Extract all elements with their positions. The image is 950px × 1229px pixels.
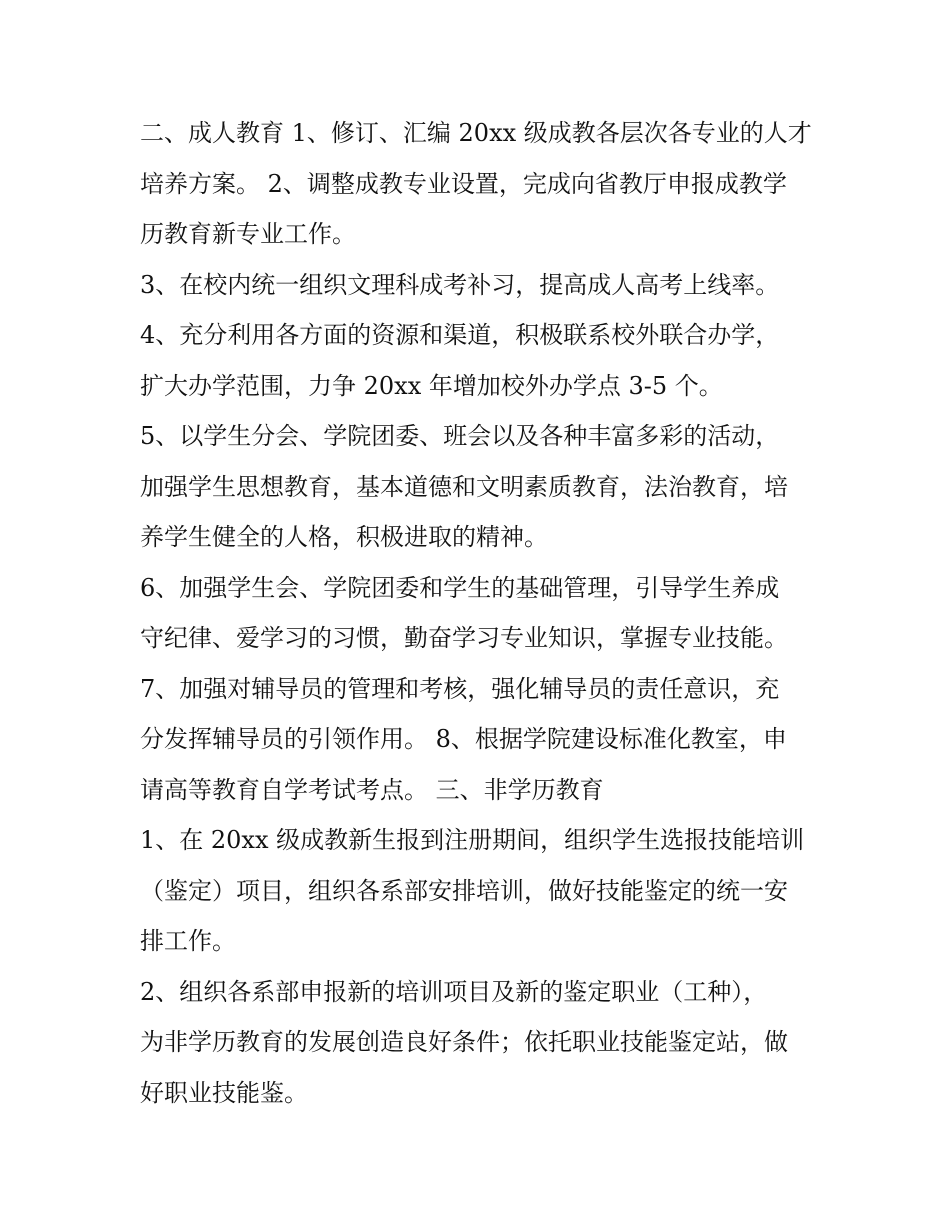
text-line: 6、加强学生会、学院团委和学生的基础管理，引导学生养成 [140, 573, 780, 602]
text-line: 好职业技能鉴。 [140, 1078, 308, 1107]
text-line: 分发挥辅导员的引领作用。 8、根据学院建设标准化教室，申 [140, 725, 787, 753]
text-line: 二、成人教育 1、修订、汇编 20xx 级成教各层次各专业的人才 [140, 119, 812, 147]
paragraph-item-7-8 [140, 664, 820, 816]
text-line: 1、在 20xx 级成教新生报到注册期间，组织学生选报技能培训 [140, 826, 805, 854]
text-line: 历教育新专业工作。 [140, 220, 356, 248]
text-line: 7、加强对辅导员的管理和考核，强化辅导员的责任意识，充 [140, 674, 780, 703]
paragraph-item-4 [140, 310, 820, 411]
text-line: 5、以学生分会、学院团委、班会以及各种丰富多彩的活动， [140, 422, 780, 450]
text-line: 扩大办学范围，力争 20xx 年增加校外办学点 3-5 个。 [140, 371, 723, 400]
text-line: 加强学生思想教育，基本道德和文明素质教育，法治教育，培 [140, 472, 788, 501]
text-line: 4、充分利用各方面的资源和渠道，积极联系校外联合办学， [140, 321, 780, 349]
paragraph-non-degree-2 [140, 967, 820, 1119]
paragraph-adult-education [140, 108, 820, 260]
text-line: 养学生健全的人格，积极进取的精神。 [140, 523, 548, 551]
text-line: 排工作。 [140, 927, 236, 955]
paragraph-item-5 [140, 411, 820, 563]
document-body [140, 108, 820, 1118]
paragraph-non-degree-1 [140, 815, 820, 967]
paragraph-item-3 [140, 260, 820, 311]
text-line: 2、组织各系部申报新的培训项目及新的鉴定职业（工种）， [140, 977, 768, 1006]
paragraph-item-6 [140, 563, 820, 664]
text-line: 请高等教育自学考试考点。 三、非学历教育 [140, 775, 604, 804]
text-line: 守纪律、爱学习的习惯，勤奋学习专业知识，掌握专业技能。 [140, 624, 788, 652]
text-line: 为非学历教育的发展创造良好条件；依托职业技能鉴定站，做 [140, 1028, 788, 1056]
text-line: 培养方案。 2、调整成教专业设置，完成向省教厅申报成教学 [140, 169, 787, 198]
text-line: （鉴定）项目，组织各系部安排培训，做好技能鉴定的统一安 [140, 876, 788, 905]
text-line: 3、在校内统一组织文理科成考补习，提高成人高考上线率。 [140, 270, 780, 299]
